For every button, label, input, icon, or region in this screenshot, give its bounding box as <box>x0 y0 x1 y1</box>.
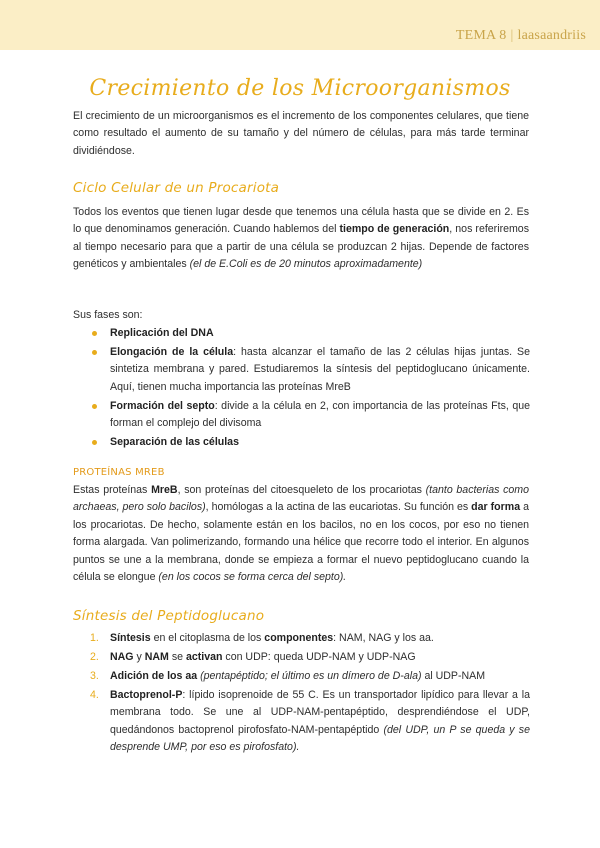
phases-intro: Sus fases son: <box>73 309 143 321</box>
phase-item: Formación del septo: divide a la célula en 2, con importancia de las proteínas Fts, que forman el complejo del divisoma <box>90 398 530 433</box>
header-separator: | <box>510 28 514 43</box>
phase-item: Replicación del DNA <box>90 325 530 342</box>
heading-sintesis-peptidoglucano: Síntesis del Peptidoglucano <box>73 608 265 624</box>
heading-proteinas-mreb: PROTEÍNAS MREB <box>73 467 165 478</box>
step-item: 4. Bactoprenol-P: lípido isoprenoide de 55 C. Es un transportador lipídico para llevar a la membrana todo. Se une al UDP-NAM-pentapéptido, desprendiéndose el UDP, quedándonos bactoprenol pirofosfato-NAM-pentapéptido (del UDP, un P se queda y se desprende UMP, por eso es pirofosfato). <box>90 688 530 753</box>
phase-item: Separación de las células <box>90 434 530 451</box>
heading-ciclo-celular: Ciclo Celular de un Procariota <box>73 180 280 196</box>
sintesis-steps-list <box>90 630 530 758</box>
page-title: Crecimiento de los Microorganismos <box>89 76 511 101</box>
intro-paragraph: El crecimiento de un microorganismos es el incremento de los componentes celulares, que tiene como resultado el aumento de su tamaño y del número de células, para más tarde terminar dividiéndose. <box>73 110 529 157</box>
phases-list <box>90 325 530 453</box>
header-tag <box>456 28 586 44</box>
mreb-paragraph: Estas proteínas MreB, son proteínas del citoesqueleto de los procariotas (tanto bacterias como archaeas, pero solo bacilos), homólogas a la actina de las eucariotas. Su función es dar forma a los procariotas. De hecho, solamente están en los bacilos, no en los cocos, por eso no tienen forma alargada. Van polimerizando, formando una hélice que recorre todo el interior. En algunos puntos se une a la membrana, donde se empieza a formar el nuevo peptidoglucano cuando la célula se elongue (en los cocos se forma cerca del septo). <box>73 484 529 584</box>
ciclo-paragraph: Todos los eventos que tienen lugar desde que tenemos una célula hasta que se divide en 2. Es lo que denominamos generación. Cuando hablemos del tiempo de generación, nos referiremos al tiempo necesario para que a partir de una célula se produzcan 2 hijas. Depende de factores genéticos y ambientales (el de E.Coli es de 20 minutos aproximadamente) <box>73 206 530 271</box>
phase-item: Elongación de la célula: hasta alcanzar el tamaño de las 2 células hijas juntas. Se sintetiza membrana y pared. Estudiaremos la síntesis del peptidoglucano únicamente. Aquí, tienen mucha importancia las proteínas MreB <box>90 344 530 396</box>
step-item: 2. NAG y NAM se activan con UDP: queda UDP-NAM y UDP-NAG <box>90 650 416 663</box>
author-label: laasaandriis <box>517 28 586 43</box>
step-item: 3. Adición de los aa (pentapéptido; el último es un dímero de D-ala) al UDP-NAM <box>90 669 486 682</box>
step-item: 1. Síntesis en el citoplasma de los componentes: NAM, NAG y los aa. <box>90 632 434 644</box>
topic-label: TEMA 8 <box>455 28 507 43</box>
